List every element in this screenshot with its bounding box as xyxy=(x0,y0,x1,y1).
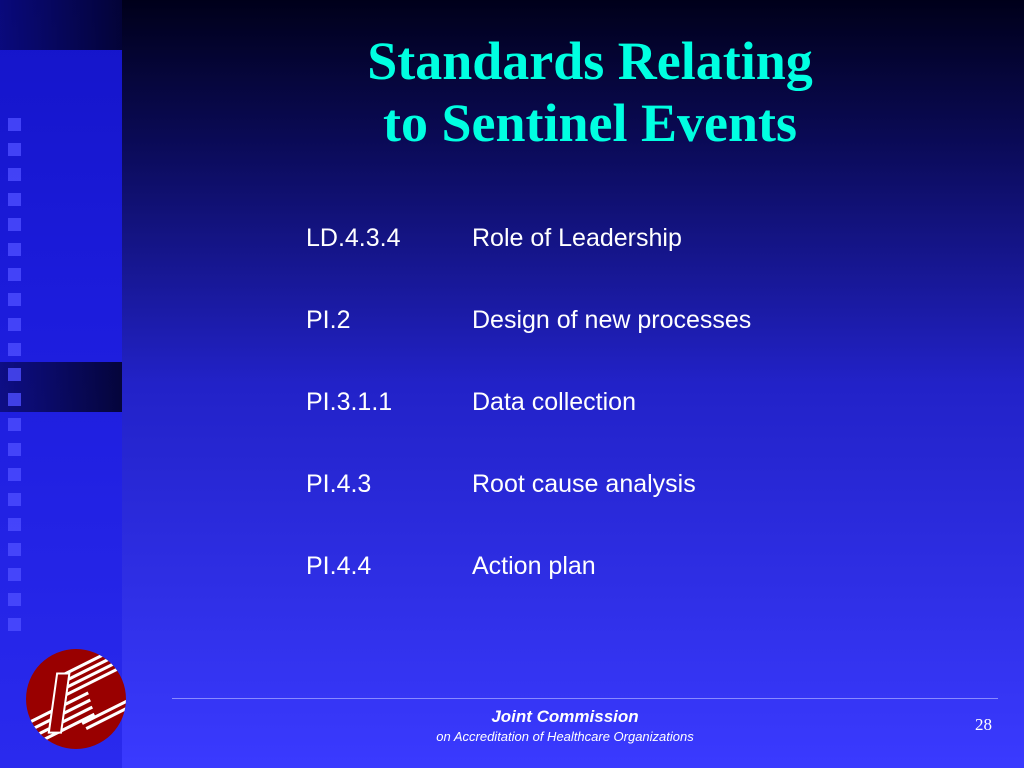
footer-divider xyxy=(172,698,998,699)
slide-title xyxy=(300,30,880,154)
organization-name: Joint Commission xyxy=(491,707,639,726)
standard-row xyxy=(306,550,751,632)
standard-row xyxy=(306,222,751,304)
standard-code: PI.4.4 xyxy=(306,552,372,580)
standard-row xyxy=(306,304,751,386)
standard-code: PI.4.3 xyxy=(306,470,372,498)
decorative-square xyxy=(8,368,21,381)
decorative-square xyxy=(8,443,21,456)
standard-description: Action plan xyxy=(472,552,596,580)
left-dark-band xyxy=(0,0,122,50)
standard-description: Role of Leadership xyxy=(472,224,682,252)
decorative-square xyxy=(8,393,21,406)
page-number: 28 xyxy=(975,715,992,734)
standard-description: Data collection xyxy=(472,388,636,416)
decorative-square xyxy=(8,593,21,606)
decorative-square xyxy=(8,518,21,531)
decorative-square xyxy=(8,343,21,356)
title-line-1: Standards Relating xyxy=(367,31,813,91)
joint-commission-logo-icon xyxy=(25,648,127,750)
decorative-square xyxy=(8,418,21,431)
decorative-square xyxy=(8,468,21,481)
decorative-square xyxy=(8,618,21,631)
decorative-square xyxy=(8,493,21,506)
standard-code: PI.2 xyxy=(306,306,351,334)
title-line-2: to Sentinel Events xyxy=(382,93,798,153)
decorative-square xyxy=(8,168,21,181)
standard-code: PI.3.1.1 xyxy=(306,388,393,416)
footer xyxy=(400,706,730,746)
standard-row xyxy=(306,386,751,468)
standard-description: Root cause analysis xyxy=(472,470,696,498)
decorative-square xyxy=(8,218,21,231)
decorative-square xyxy=(8,143,21,156)
decorative-square xyxy=(8,193,21,206)
decorative-square xyxy=(8,543,21,556)
decorative-square xyxy=(8,293,21,306)
organization-subtitle: on Accreditation of Healthcare Organizations xyxy=(436,729,694,744)
standard-description: Design of new processes xyxy=(472,306,752,334)
standard-row xyxy=(306,468,751,550)
decorative-square xyxy=(8,118,21,131)
standard-code: LD.4.3.4 xyxy=(306,224,401,252)
decorative-square xyxy=(8,243,21,256)
decorative-square xyxy=(8,318,21,331)
standards-list xyxy=(306,222,751,632)
decorative-squares xyxy=(8,118,26,643)
decorative-square xyxy=(8,268,21,281)
decorative-square xyxy=(8,568,21,581)
